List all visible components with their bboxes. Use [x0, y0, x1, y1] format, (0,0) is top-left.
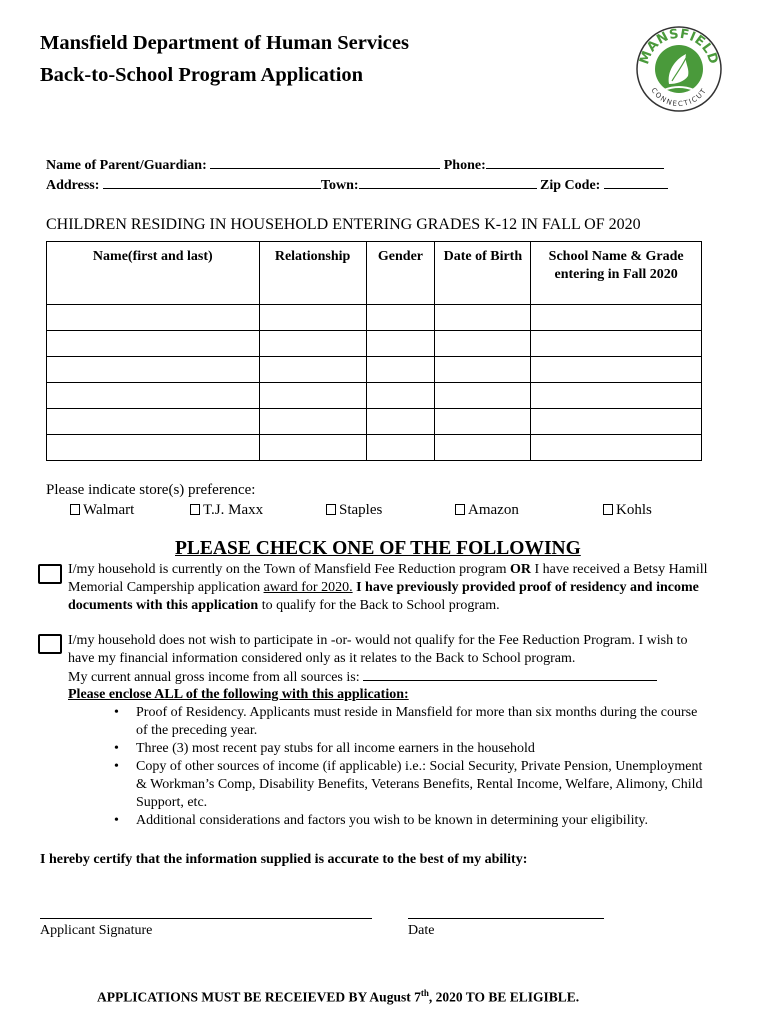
requirements-list: [109, 704, 709, 830]
check-one-heading: PLEASE CHECK ONE OF THE FOLLOWING: [175, 538, 581, 559]
town-label: Town:: [320, 178, 359, 193]
table-cell[interactable]: [366, 383, 435, 409]
option1-text: [68, 561, 708, 615]
table-cell[interactable]: [259, 357, 366, 383]
option1-award: award for 2020.: [263, 580, 353, 595]
store-label: Walmart: [83, 502, 135, 518]
table-cell[interactable]: [435, 435, 531, 461]
option2-checkbox[interactable]: [38, 634, 62, 654]
deadline-notice: [97, 988, 579, 1006]
page-title: Mansfield Department of Human Services: [40, 32, 409, 54]
table-cell[interactable]: [531, 357, 702, 383]
store-label: Kohls: [616, 502, 652, 518]
option1-text-end: to qualify for the Back to School program.: [258, 598, 500, 613]
address-label: Address:: [46, 178, 100, 193]
parent-phone-row: [46, 156, 664, 174]
table-cell[interactable]: [366, 409, 435, 435]
town-field[interactable]: [359, 176, 537, 189]
store-preference-prompt: Please indicate store(s) preference:: [46, 482, 256, 498]
checkbox[interactable]: [70, 504, 80, 515]
zip-label: Zip Code:: [540, 178, 601, 193]
column-header-date-of-birth: Date of Birth: [435, 242, 531, 305]
table-row: [47, 409, 702, 435]
table-cell[interactable]: [435, 331, 531, 357]
parent-name-field[interactable]: [210, 156, 440, 169]
enclose-heading: Please enclose ALL of the following with this application:: [68, 687, 409, 702]
table-cell[interactable]: [366, 435, 435, 461]
deadline-superscript: th: [420, 988, 429, 998]
list-item: • Copy of other sources of income (if applicable) i.e.: Social Security, Private Pension, Unemployment & Workman’s Comp, Disability Benefits, Veterans Benefits, Rental Income, Welfare, Alimony, Child Support, etc.: [109, 758, 709, 812]
table-cell[interactable]: [47, 409, 260, 435]
table-cell[interactable]: [259, 305, 366, 331]
income-field[interactable]: [363, 668, 657, 681]
table-row: [47, 357, 702, 383]
phone-field[interactable]: [486, 156, 664, 169]
table-cell[interactable]: [259, 435, 366, 461]
store-option-tj-maxx[interactable]: [190, 502, 263, 519]
income-label: My current annual gross income from all sources is:: [68, 670, 360, 685]
date-line[interactable]: [408, 918, 604, 919]
mansfield-logo: [634, 24, 724, 114]
store-label: Staples: [339, 502, 383, 518]
list-item: • Three (3) most recent pay stubs for all income earners in the household: [109, 740, 709, 758]
certify-statement: I hereby certify that the information supplied is accurate to the best of my ability:: [40, 852, 528, 867]
phone-label: Phone:: [443, 158, 486, 173]
option1-text-a: I/my household is currently on the Town of Mansfield Fee Reduction program: [68, 562, 511, 577]
table-row: [47, 331, 702, 357]
table-cell[interactable]: [435, 305, 531, 331]
income-row: [68, 668, 657, 687]
address-row: [46, 176, 668, 194]
checkbox[interactable]: [603, 504, 613, 515]
store-option-walmart[interactable]: [70, 502, 134, 519]
table-cell[interactable]: [531, 383, 702, 409]
table-row: [47, 305, 702, 331]
table-cell[interactable]: [47, 383, 260, 409]
table-cell[interactable]: [435, 357, 531, 383]
table-cell[interactable]: [366, 305, 435, 331]
table-cell[interactable]: [47, 435, 260, 461]
table-cell[interactable]: [47, 357, 260, 383]
checkbox[interactable]: [326, 504, 336, 515]
list-item: • Proof of Residency. Applicants must reside in Mansfield for more than six months during the course of the preceding year.: [109, 704, 709, 740]
table-row: [47, 383, 702, 409]
table-cell[interactable]: [259, 409, 366, 435]
table-cell[interactable]: [531, 305, 702, 331]
option1-bold: I have previously provided proof of residency and income documents with this application: [68, 580, 699, 613]
column-header-name: Name(first and last): [47, 242, 260, 305]
table-cell[interactable]: [435, 409, 531, 435]
date-label: Date: [408, 923, 435, 938]
address-field[interactable]: [103, 176, 321, 189]
option1-or: OR: [510, 562, 532, 577]
children-table: [46, 241, 702, 461]
table-cell[interactable]: [259, 383, 366, 409]
column-header-relationship: Relationship: [259, 242, 366, 305]
table-cell[interactable]: [435, 383, 531, 409]
table-cell[interactable]: [366, 331, 435, 357]
option1-text-b: I have received a Betsy Hamill Memorial Campership application: [68, 562, 708, 595]
table-cell[interactable]: [47, 305, 260, 331]
table-row: [47, 435, 702, 461]
store-option-amazon[interactable]: [455, 502, 519, 519]
store-label: Amazon: [468, 502, 519, 518]
table-cell[interactable]: [531, 435, 702, 461]
children-table-header-row: [47, 242, 702, 305]
children-table-heading: CHILDREN RESIDING IN HOUSEHOLD ENTERING GRADES K-12 IN FALL OF 2020: [46, 216, 641, 233]
checkbox[interactable]: [455, 504, 465, 515]
deadline-text-a: APPLICATIONS MUST BE RECEIEVED BY August 7: [97, 989, 421, 1005]
table-cell[interactable]: [47, 331, 260, 357]
table-cell[interactable]: [259, 331, 366, 357]
table-cell[interactable]: [366, 357, 435, 383]
store-label: T.J. Maxx: [203, 502, 264, 518]
deadline-text-b: , 2020 TO BE ELIGIBLE.: [428, 989, 580, 1005]
column-header-gender: Gender: [366, 242, 435, 305]
page-subtitle: Back-to-School Program Application: [40, 64, 364, 86]
signature-label: Applicant Signature: [40, 923, 153, 938]
logo-bottom-text: CONNECTICUT: [649, 86, 709, 109]
store-option-kohls[interactable]: [603, 502, 652, 519]
list-item: • Additional considerations and factors you wish to be known in determining your eligibility.: [109, 812, 709, 830]
zip-field[interactable]: [604, 176, 668, 189]
option2-text: I/my household does not wish to participate in -or- would not qualify for the Fee Reduction Program. I wish to have my financial information considered only as it relates to the Back to School program.: [68, 633, 688, 666]
column-header-school-grade: School Name & Grade entering in Fall 2020: [531, 242, 702, 305]
table-cell[interactable]: [531, 331, 702, 357]
checkbox[interactable]: [190, 504, 200, 515]
store-option-staples[interactable]: [326, 502, 382, 519]
option1-checkbox[interactable]: [38, 564, 62, 584]
table-cell[interactable]: [531, 409, 702, 435]
parent-name-label: Name of Parent/Guardian:: [46, 158, 207, 173]
signature-line[interactable]: [40, 918, 372, 919]
logo-top-text: MANSFIELD: [637, 26, 721, 67]
